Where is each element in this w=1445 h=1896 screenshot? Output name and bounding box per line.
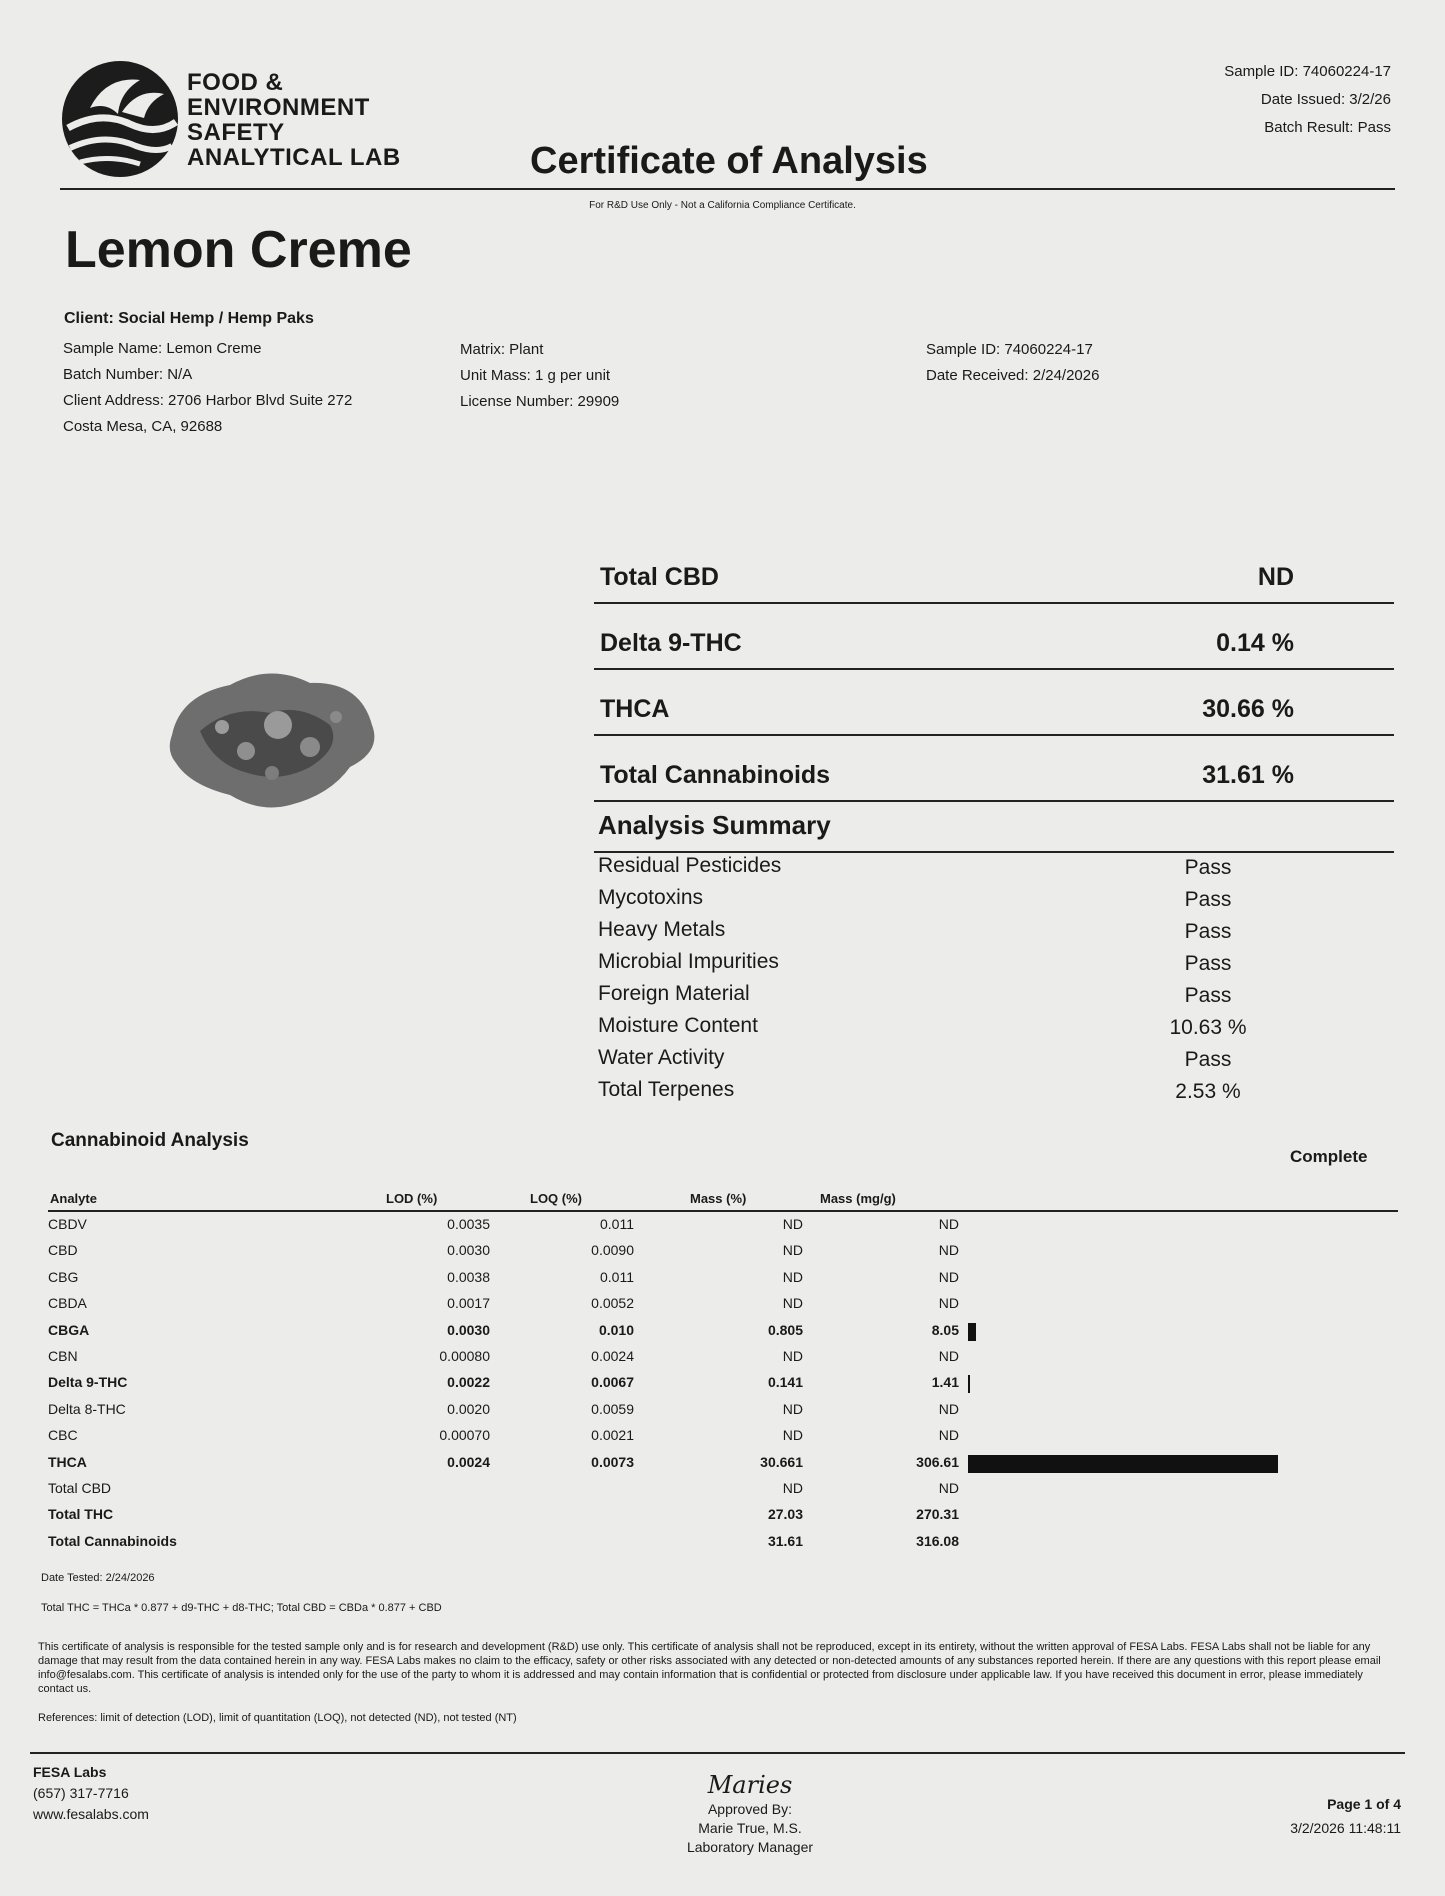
table-row bbox=[48, 1291, 1398, 1317]
approved-by-label: Approved By: bbox=[707, 1801, 793, 1817]
mass-pct-cell: 31.61 bbox=[767, 1532, 803, 1549]
loq-cell: 0.010 bbox=[598, 1321, 634, 1338]
mass-pct-cell: ND bbox=[782, 1268, 803, 1285]
lab-name-line: FOOD & bbox=[187, 69, 284, 96]
analysis-summary-title: Analysis Summary bbox=[598, 810, 831, 840]
document-title: Certificate of Analysis bbox=[530, 140, 928, 182]
loq-cell: 0.011 bbox=[600, 1268, 634, 1285]
analyte-cell: Total THC bbox=[48, 1506, 114, 1523]
table-row bbox=[48, 1212, 1398, 1238]
lod-cell: 0.0030 bbox=[447, 1242, 490, 1259]
summary-label: Moisture Content bbox=[598, 1014, 758, 1037]
mass-mg-cell: ND bbox=[938, 1347, 959, 1364]
summary-label: Foreign Material bbox=[598, 982, 750, 1005]
loq-cell: 0.0067 bbox=[591, 1374, 634, 1391]
analyte-cell: Delta 8-THC bbox=[48, 1400, 126, 1417]
mass-pct-cell: 0.805 bbox=[767, 1321, 803, 1338]
table-row bbox=[48, 1423, 1398, 1449]
header-divider bbox=[60, 188, 1395, 190]
summary-label: Total Terpenes bbox=[598, 1078, 735, 1101]
sample-info-col-2 bbox=[460, 337, 619, 415]
mass-mg-cell: ND bbox=[938, 1242, 959, 1259]
summary-label: Microbial Impurities bbox=[598, 950, 779, 973]
lod-cell: 0.0024 bbox=[447, 1453, 490, 1470]
info-line: Sample ID: 74060224-17 bbox=[926, 341, 1093, 358]
mass-mg-cell: ND bbox=[938, 1427, 959, 1444]
summary-value: Pass bbox=[1184, 856, 1232, 879]
loq-cell: 0.0059 bbox=[591, 1400, 634, 1417]
headline-label: Delta 9-THC bbox=[600, 629, 742, 657]
loq-cell: 0.0052 bbox=[591, 1295, 634, 1312]
table-row bbox=[48, 1529, 1398, 1555]
table-row bbox=[48, 1265, 1398, 1291]
table-row bbox=[48, 1502, 1398, 1528]
lab-name-line: ANALYTICAL LAB bbox=[187, 144, 401, 171]
mass-pct-cell: ND bbox=[782, 1242, 803, 1259]
lod-cell: 0.0020 bbox=[447, 1400, 490, 1417]
mass-mg-cell: 1.41 bbox=[931, 1374, 959, 1391]
header-sample-id: Sample ID: 74060224-17 bbox=[1224, 63, 1391, 80]
rd-use-note: For R&D Use Only - Not a California Compliance Certificate. bbox=[589, 200, 856, 211]
client-name: Client: Social Hemp / Hemp Paks bbox=[64, 310, 314, 327]
headline-value: 0.14 % bbox=[1216, 629, 1294, 657]
headline-row-delta9 bbox=[594, 602, 1394, 670]
mass-mg-cell: ND bbox=[938, 1268, 959, 1285]
summary-value: Pass bbox=[1184, 920, 1232, 943]
lod-cell: 0.00080 bbox=[439, 1347, 490, 1364]
sample-flower-image bbox=[160, 655, 390, 815]
table-row bbox=[48, 1370, 1398, 1396]
fesa-logo-icon bbox=[60, 58, 180, 180]
header-analyte: Analyte bbox=[50, 1191, 97, 1206]
cannabinoid-table-header bbox=[48, 1188, 1398, 1212]
approver-title: Laboratory Manager bbox=[686, 1839, 814, 1855]
mass-pct-cell: 0.141 bbox=[767, 1374, 803, 1391]
header-mass-pct: Mass (%) bbox=[690, 1191, 747, 1206]
headline-label: THCA bbox=[600, 695, 670, 723]
headline-label: Total CBD bbox=[600, 563, 719, 591]
loq-cell: 0.011 bbox=[600, 1216, 634, 1232]
summary-row bbox=[598, 1076, 1258, 1108]
analyte-cell: CBG bbox=[48, 1268, 79, 1285]
mass-pct-cell: 27.03 bbox=[767, 1506, 803, 1523]
mass-bar bbox=[968, 1375, 970, 1393]
loq-cell: 0.0090 bbox=[591, 1242, 634, 1259]
analyte-cell: CBGA bbox=[48, 1321, 90, 1338]
approver-name: Marie True, M.S. bbox=[698, 1820, 802, 1836]
summary-label: Water Activity bbox=[598, 1046, 725, 1069]
mass-pct-cell: 30.661 bbox=[760, 1453, 803, 1470]
summary-row bbox=[598, 884, 1258, 916]
mass-bar bbox=[968, 1323, 976, 1341]
analyte-cell: Delta 9-THC bbox=[48, 1374, 128, 1391]
summary-label: Heavy Metals bbox=[598, 918, 726, 941]
analyte-cell: THCA bbox=[48, 1453, 87, 1470]
header-loq: LOQ (%) bbox=[530, 1191, 582, 1206]
summary-value: 10.63 % bbox=[1169, 1016, 1247, 1039]
footer-divider bbox=[30, 1752, 1405, 1754]
lab-name bbox=[187, 70, 401, 170]
mass-mg-cell: 316.08 bbox=[916, 1532, 959, 1549]
table-row bbox=[48, 1476, 1398, 1502]
analysis-summary-list bbox=[598, 852, 1258, 1108]
header-mass-mg: Mass (mg/g) bbox=[820, 1191, 896, 1206]
cannabinoid-table-body bbox=[48, 1212, 1398, 1555]
mass-mg-cell: ND bbox=[938, 1295, 959, 1312]
mass-pct-cell: ND bbox=[782, 1400, 803, 1417]
sample-info-col-3 bbox=[926, 337, 1099, 389]
summary-row bbox=[598, 1044, 1258, 1076]
cannabinoid-analysis-title: Cannabinoid Analysis bbox=[51, 1130, 249, 1151]
print-timestamp: 3/2/2026 11:48:11 bbox=[1290, 1820, 1401, 1836]
analyte-cell: CBDV bbox=[48, 1216, 87, 1232]
info-line: License Number: 29909 bbox=[460, 393, 620, 410]
info-line: Date Received: 2/24/2026 bbox=[926, 367, 1100, 384]
mass-mg-cell: ND bbox=[938, 1216, 959, 1232]
table-row bbox=[48, 1450, 1398, 1476]
loq-cell: 0.0073 bbox=[591, 1453, 634, 1470]
mass-pct-cell: ND bbox=[782, 1427, 803, 1444]
page-number: Page 1 of 4 bbox=[1327, 1796, 1401, 1812]
mass-pct-cell: ND bbox=[782, 1295, 803, 1312]
analyte-cell: Total CBD bbox=[48, 1479, 112, 1496]
summary-value: 2.53 % bbox=[1175, 1080, 1241, 1103]
headline-value: ND bbox=[1257, 563, 1294, 591]
signature: Maries bbox=[707, 1771, 793, 1799]
headline-row-total-cbd bbox=[594, 536, 1394, 604]
summary-label: Mycotoxins bbox=[598, 886, 704, 909]
lod-cell: 0.0022 bbox=[447, 1374, 490, 1391]
header-date-issued: Date Issued: 3/2/26 bbox=[1260, 91, 1391, 108]
headline-value: 30.66 % bbox=[1202, 695, 1294, 723]
summary-row bbox=[598, 916, 1258, 948]
analyte-cell: CBN bbox=[48, 1347, 78, 1364]
footer-page-info bbox=[1290, 1792, 1401, 1840]
mass-mg-cell: ND bbox=[938, 1479, 959, 1496]
header-batch-result: Batch Result: Pass bbox=[1264, 119, 1391, 136]
info-line: Unit Mass: 1 g per unit bbox=[460, 367, 611, 384]
mass-mg-cell: ND bbox=[938, 1400, 959, 1417]
total-formula: Total THC = THCa * 0.877 + d9-THC + d8-THC; Total CBD = CBDa * 0.877 + CBD bbox=[41, 1602, 442, 1614]
lab-name-line: ENVIRONMENT bbox=[187, 94, 370, 121]
loq-cell: 0.0024 bbox=[591, 1347, 634, 1364]
headline-label: Total Cannabinoids bbox=[600, 761, 831, 789]
lod-cell: 0.0035 bbox=[447, 1216, 490, 1232]
mass-pct-cell: ND bbox=[782, 1216, 803, 1232]
summary-row bbox=[598, 1012, 1258, 1044]
references: References: limit of detection (LOD), limit of quantitation (LOQ), not detected (ND), not tested (NT) bbox=[38, 1712, 517, 1724]
lab-name-line: SAFETY bbox=[187, 119, 285, 146]
table-row bbox=[48, 1318, 1398, 1344]
mass-bar bbox=[968, 1455, 1278, 1473]
summary-row bbox=[598, 852, 1258, 884]
lod-cell: 0.0038 bbox=[447, 1268, 490, 1285]
analyte-cell: CBC bbox=[48, 1427, 78, 1444]
summary-value: Pass bbox=[1184, 888, 1232, 911]
approval-block bbox=[640, 1770, 860, 1857]
summary-label: Residual Pesticides bbox=[598, 854, 782, 877]
info-line: Costa Mesa, CA, 92688 bbox=[63, 418, 223, 435]
summary-value: Pass bbox=[1184, 1048, 1232, 1071]
headline-row-total-cannabinoids bbox=[594, 734, 1394, 802]
mass-mg-cell: 306.61 bbox=[916, 1453, 959, 1470]
header-meta bbox=[1224, 58, 1391, 142]
lod-cell: 0.00070 bbox=[439, 1427, 490, 1444]
summary-row bbox=[598, 980, 1258, 1012]
mass-mg-cell: 270.31 bbox=[916, 1506, 959, 1523]
info-line: Batch Number: N/A bbox=[63, 366, 193, 383]
analyte-cell: CBDA bbox=[48, 1295, 87, 1312]
lod-cell: 0.0017 bbox=[447, 1295, 490, 1312]
mass-pct-cell: ND bbox=[782, 1479, 803, 1496]
analyte-cell: Total Cannabinoids bbox=[48, 1532, 177, 1549]
summary-value: Pass bbox=[1184, 952, 1232, 975]
disclaimer: This certificate of analysis is responsible for the tested sample only and is for research and development (R&D) use only. This certificate of analysis shall not be reproduced, except in its entirety, without the written approval of FESA Labs. FESA Labs shall not be liable for any damage that may result from the data contained herein in any way. FESA Labs makes no claim to the efficacy, safety or other risks associated with any detected or non-detected amounts of any substances reported herein. If there are any questions with this report please email info@fesalabs.com. This certificate of analysis is intended only for the use of the party to whom it is addressed and may contain information that is confidential or protected from disclosure under applicable law. If you have received this document in error, please immediately contact us. bbox=[38, 1641, 1381, 1695]
summary-row bbox=[598, 948, 1258, 980]
info-line: Sample Name: Lemon Creme bbox=[63, 340, 262, 357]
table-row bbox=[48, 1397, 1398, 1423]
analysis-status: Complete bbox=[1290, 1147, 1368, 1166]
headline-row-thca bbox=[594, 668, 1394, 736]
loq-cell: 0.0021 bbox=[591, 1427, 634, 1444]
table-row bbox=[48, 1344, 1398, 1370]
info-line: Client Address: 2706 Harbor Blvd Suite 272 bbox=[63, 392, 353, 409]
info-line: Matrix: Plant bbox=[460, 341, 544, 358]
mass-pct-cell: ND bbox=[782, 1347, 803, 1364]
summary-value: Pass bbox=[1184, 984, 1232, 1007]
sample-info-col-1 bbox=[63, 336, 352, 440]
footer-phone: (657) 317-7716 bbox=[33, 1785, 129, 1801]
date-tested: Date Tested: 2/24/2026 bbox=[41, 1572, 155, 1584]
footer-website: www.fesalabs.com bbox=[33, 1806, 149, 1822]
headline-value: 31.61 % bbox=[1202, 761, 1294, 789]
analyte-cell: CBD bbox=[48, 1242, 78, 1259]
product-name: Lemon Creme bbox=[65, 221, 412, 279]
footer-org: FESA Labs bbox=[33, 1764, 107, 1780]
footer-contact bbox=[33, 1762, 149, 1825]
mass-mg-cell: 8.05 bbox=[931, 1321, 959, 1338]
table-row bbox=[48, 1238, 1398, 1264]
lod-cell: 0.0030 bbox=[447, 1321, 490, 1338]
header-lod: LOD (%) bbox=[386, 1191, 438, 1206]
